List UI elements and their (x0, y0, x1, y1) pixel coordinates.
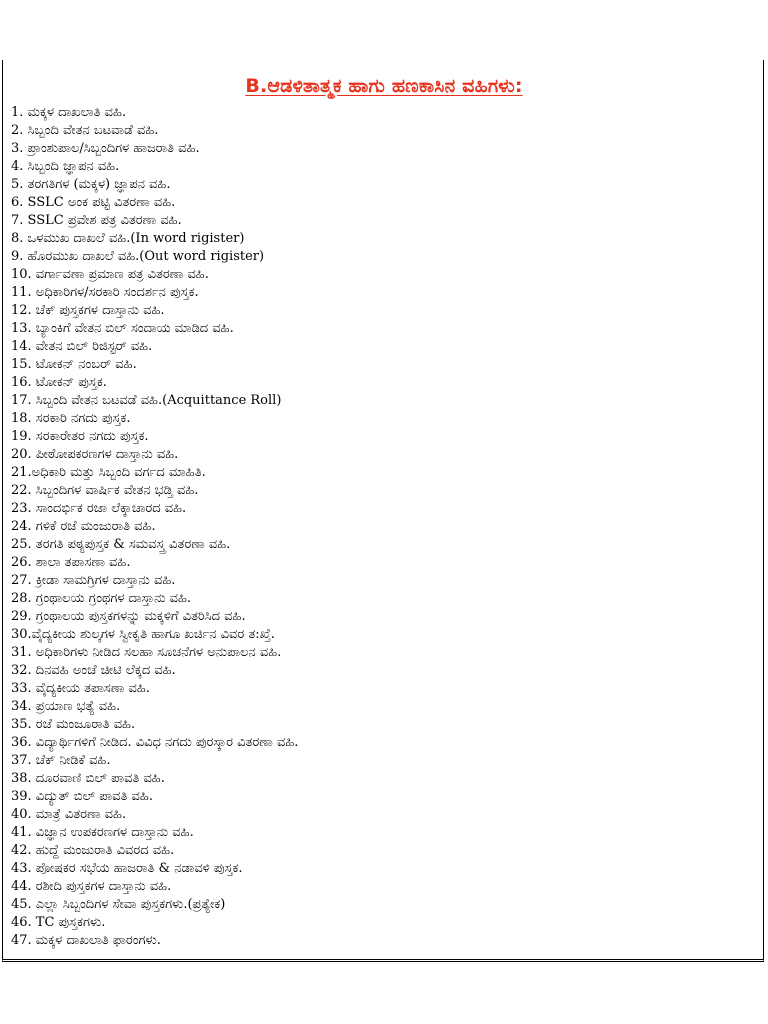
list-item: 10. ವರ್ಗಾವಣಾ ಪ್ರಮಾಣ ಪತ್ರ ವಿತರಣಾ ವಹಿ. (11, 267, 209, 282)
list-item: 30.ವೈದ್ಯಕೀಯ ಶುಲ್ಕಗಳ ಸ್ವೀಕೃತಿ ಹಾಗೂ ಖರ್ಚಿನ ವಿವರ ತ:ಖ್ತೆ. (11, 627, 275, 642)
list-item: 43. ಪೋಷಕರ ಸಭೆಯ ಹಾಜರಾತಿ & ನಡಾವಳಿ ಪುಸ್ತಕ. (11, 861, 243, 876)
list-item: 39. ವಿದ್ಯುತ್ ಬಿಲ್ ಪಾವತಿ ವಹಿ. (11, 789, 153, 804)
list-item: 7. SSLC ಪ್ರವೇಶ ಪತ್ರ ವಿತರಣಾ ವಹಿ. (11, 213, 182, 228)
list-item: 6. SSLC ಅಂಕ ಪಟ್ಟಿ ವಿತರಣಾ ವಹಿ. (11, 195, 176, 210)
list-item: 28. ಗ್ರಂಥಾಲಯ ಗ್ರಂಥಗಳ ದಾಸ್ತಾನು ವಹಿ. (11, 591, 192, 606)
list-item: 13. ಬ್ಯಾಂಕಿಗೆ ವೇತನ ಬಿಲ್ ಸಂದಾಯ ಮಾಡಿದ ವಹಿ. (11, 321, 234, 336)
register-list (11, 104, 751, 950)
list-item: 35. ರಜೆ ಮಂಜೂರಾತಿ ವಹಿ. (11, 717, 136, 732)
list-item: 33. ವೈದ್ಯಕೀಯ ತಪಾಸಣಾ ವಹಿ. (11, 681, 150, 696)
list-item: 9. ಹೊರಮುಖ ದಾಖಲೆ ವಹಿ.(Out word rigister) (11, 249, 265, 264)
list-item: 5. ತರಗತಿಗಳ (ಮಕ್ಕಳ) ಜ್ಞಾಪನ ವಹಿ. (11, 177, 171, 192)
list-item: 42. ಹುದ್ದೆ ಮಂಜುರಾತಿ ವಿವರದ ವಹಿ. (11, 843, 175, 858)
list-item: 40. ಮಾತ್ರೆ ವಿತರಣಾ ವಹಿ. (11, 807, 127, 822)
list-item: 31. ಅಧಿಕಾರಿಗಳು ನೀಡಿದ ಸಲಹಾ ಸೂಚನೆಗಳ ಅನುಪಾಲನ ವಹಿ. (11, 645, 282, 660)
list-item: 24. ಗಳಿಕೆ ರಜೆ ಮಂಜುರಾತಿ ವಹಿ. (11, 519, 156, 534)
list-item: 15. ಟೋಕನ್ ನಂಬರ್ ವಹಿ. (11, 357, 137, 372)
list-item: 41. ವಿಜ್ಞಾನ ಉಪಕರಣಗಳ ದಾಸ್ತಾನು ವಹಿ. (11, 825, 194, 840)
list-item: 38. ದೂರವಾಣಿ ಬಿಲ್ ಪಾವತಿ ವಹಿ. (11, 771, 165, 786)
list-item: 46. TC ಪುಸ್ತಕಗಳು. (11, 915, 106, 930)
list-item: 36. ವಿದ್ಯಾರ್ಥಿಗಳಿಗೆ ನೀಡಿದ. ವಿವಿಧ ನಗದು ಪುರಸ್ಕಾರ ವಿತರಣಾ ವಹಿ. (11, 735, 299, 750)
list-item: 47. ಮಕ್ಕಳ ದಾಖಲಾತಿ ಫಾರಂಗಳು. (11, 933, 161, 948)
list-item: 29. ಗ್ರಂಥಾಲಯ ಪುಸ್ತಕಗಳನ್ನು ಮಕ್ಕಳಿಗೆ ವಿತರಿಸಿದ ವಹಿ. (11, 609, 246, 624)
list-item: 8. ಒಳಮುಖ ದಾಖಲೆ ವಹಿ.(In word rigister) (11, 231, 245, 246)
list-item: 12. ಚೆಕ್ ಪುಸ್ತಕಗಳ ದಾಸ್ತಾನು ವಹಿ. (11, 303, 165, 318)
list-item: 27. ಕ್ರೀಡಾ ಸಾಮಗ್ರಿಗಳ ದಾಸ್ತಾನು ವಹಿ. (11, 573, 176, 588)
list-item: 34. ಪ್ರಯಾಣ ಭತ್ಯೆ ವಹಿ. (11, 699, 121, 714)
list-item: 14. ವೇತನ ಬಿಲ್ ರಿಜಿಸ್ಟರ್ ವಹಿ. (11, 339, 153, 354)
list-item: 2. ಸಿಬ್ಬಂದಿ ವೇತನ ಬಟವಾಡೆ ವಹಿ. (11, 123, 159, 138)
list-item: 22. ಸಿಬ್ಬಂದಿಗಳ ವಾರ್ಷಿಕ ವೇತನ ಭಡ್ತಿ ವಹಿ. (11, 483, 199, 498)
list-item: 37. ಚೆಕ್ ನೀಡಿಕೆ ವಹಿ. (11, 753, 111, 768)
list-item: 20. ಪೀಠೋಪಕರಣಗಳ ದಾಸ್ತಾನು ವಹಿ. (11, 447, 179, 462)
document-title: B.ಆಡಳಿತಾತ್ಮಕ ಹಾಗು ಹಣಕಾಸಿನ ವಹಿಗಳು: (245, 75, 523, 97)
list-item: 23. ಸಾಂದರ್ಭಿಕ ರಜಾ ಲೆಕ್ಕಾಚಾರದ ವಹಿ. (11, 501, 187, 516)
list-item: 18. ಸರಕಾರಿ ನಗದು ಪುಸ್ತಕ. (11, 411, 131, 426)
list-item: 45. ಎಲ್ಲಾ ಸಿಬ್ಬಂದಿಗಳ ಸೇವಾ ಪುಸ್ತಕಗಳು.(ಪ್ರತ್ಯೇಕ) (11, 897, 226, 912)
list-item: 3. ಪ್ರಾಂಶುಪಾಲ/ಸಿಬ್ಬಂದಿಗಳ ಹಾಜರಾತಿ ವಹಿ. (11, 141, 200, 156)
list-item: 4. ಸಿಬ್ಬಂದಿ ಜ್ಞಾಪನ ವಹಿ. (11, 159, 120, 174)
list-item: 16. ಟೋಕನ್ ಪುಸ್ತಕ. (11, 375, 107, 390)
list-item: 44. ರಶೀದಿ ಪುಸ್ತಕಗಳ ದಾಸ್ತಾನು ವಹಿ. (11, 879, 172, 894)
list-item: 19. ಸರಕಾರೇತರ ನಗದು ಪುಸ್ತಕ. (11, 429, 149, 444)
list-item: 26. ಶಾಲಾ ತಪಾಸಣಾ ವಹಿ. (11, 555, 131, 570)
list-item: 21.ಅಧಿಕಾರಿ ಮತ್ತು ಸಿಬ್ಬಂದಿ ವರ್ಗದ ಮಾಹಿತಿ. (11, 465, 206, 480)
list-item: 25. ತರಗತಿ ಪಠ್ಯಪುಸ್ತಕ & ಸಮವಸ್ತ್ರ ವಿತರಣಾ ವಹಿ. (11, 537, 231, 552)
list-item: 17. ಸಿಬ್ಬಂದಿ ವೇತನ ಬಟವಡೆ ವಹಿ.(Acquittance Roll) (11, 393, 282, 408)
list-item: 1. ಮಕ್ಕಳ ದಾಖಲಾತಿ ವಹಿ. (11, 105, 127, 120)
list-item: 32. ದಿನವಹಿ ಅಂಚೆ ಚೀಟಿ ಲೆಕ್ಕದ ವಹಿ. (11, 663, 176, 678)
list-item: 11. ಅಧಿಕಾರಿಗಳ/ಸರಕಾರಿ ಸಂದರ್ಶನ ಪುಸ್ತಕ. (11, 285, 199, 300)
